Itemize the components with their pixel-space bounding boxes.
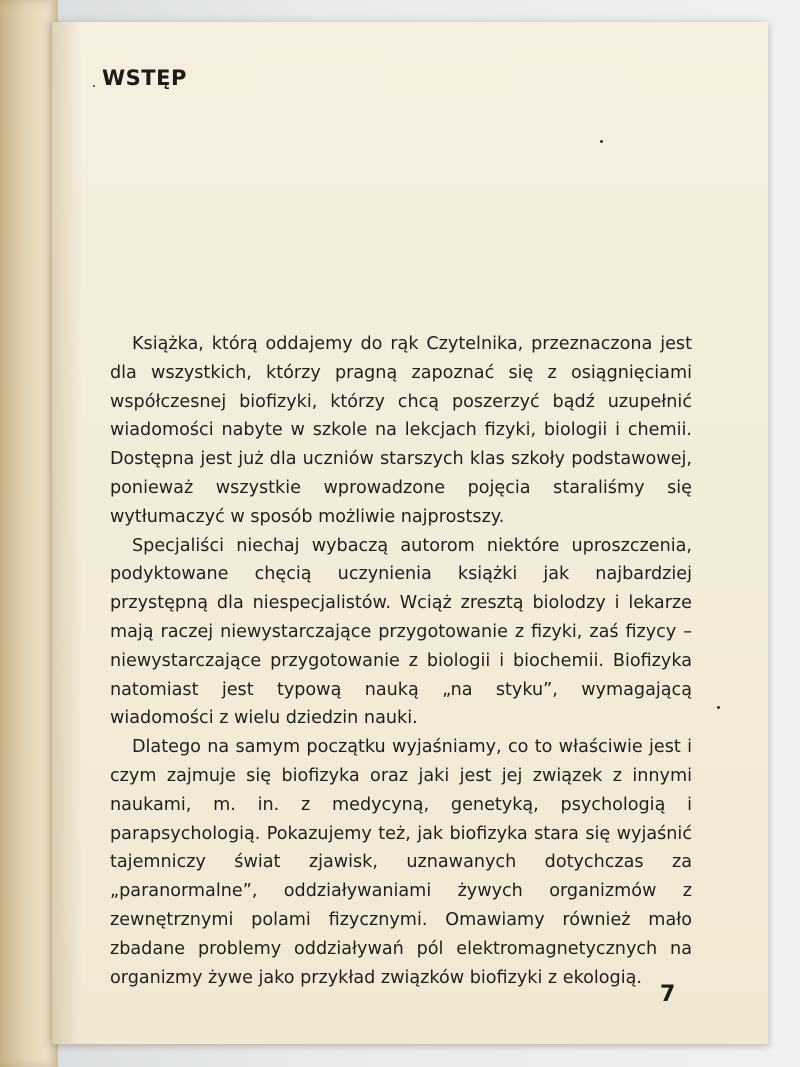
body-text (110, 330, 692, 992)
paper-speck (717, 706, 720, 709)
paragraph-1: Książka, którą oddajemy do rąk Czytelnika, przeznaczona jest dla wszystkich, którzy pragną zapoznać się z osiągnięciami współczesnej biofizyki, którzy chcą poszerzyć bądź uzupełnić wiadomości nabyte w szkole na lekcjach fizyki, biologii i chemii. Dostępna jest już dla uczniów starszych klas szkoły podstawowej, ponieważ wszystkie wprowadzone pojęcia staraliśmy się wytłumaczyć w sposób możliwie najprostszy. (110, 334, 692, 527)
paragraph-3: Dlatego na samym początku wyjaśniamy, co to właściwie jest i czym zajmuje się biofizyka oraz jaki jest jej związek z innymi naukami, m. in. z medycyną, genetyką, psychologią i parapsychologią. Pokazujemy też, jak biofizyka stara się wyjaśnić tajemniczy świat zjawisk, uznawanych dotychczas za „paranormalne”, oddziaływaniami żywych organizmów z zewnętrznymi polami fizycznymi. Omawiamy również mało zbadane problemy oddziaływań pól elektromagnetycznych na organizmy żywe jako przykład związków biofizyki z ekologią. (110, 737, 692, 988)
left-page-edge (0, 0, 58, 1067)
paper-speck (93, 85, 95, 87)
chapter-title: WSTĘP (102, 66, 187, 90)
page-fold-shadow (52, 22, 82, 1044)
book-page (52, 22, 768, 1044)
paper-speck (600, 140, 603, 143)
paragraph-2: Specjaliści niechaj wybaczą autorom niektóre uproszczenia, podyktowane chęcią uczynienia książki jak najbardziej przystępną dla niespecjalistów. Wciąż zresztą biolodzy i lekarze mają raczej niewystarczające przygotowanie z fizyki, zaś fizycy – niewystarczające przygotowanie z biologii i biochemii. Biofizyka natomiast jest typową nauką „na styku”, wymagającą wiadomości z wielu dziedzin nauki. (110, 535, 692, 729)
page-number: 7 (660, 982, 676, 1007)
